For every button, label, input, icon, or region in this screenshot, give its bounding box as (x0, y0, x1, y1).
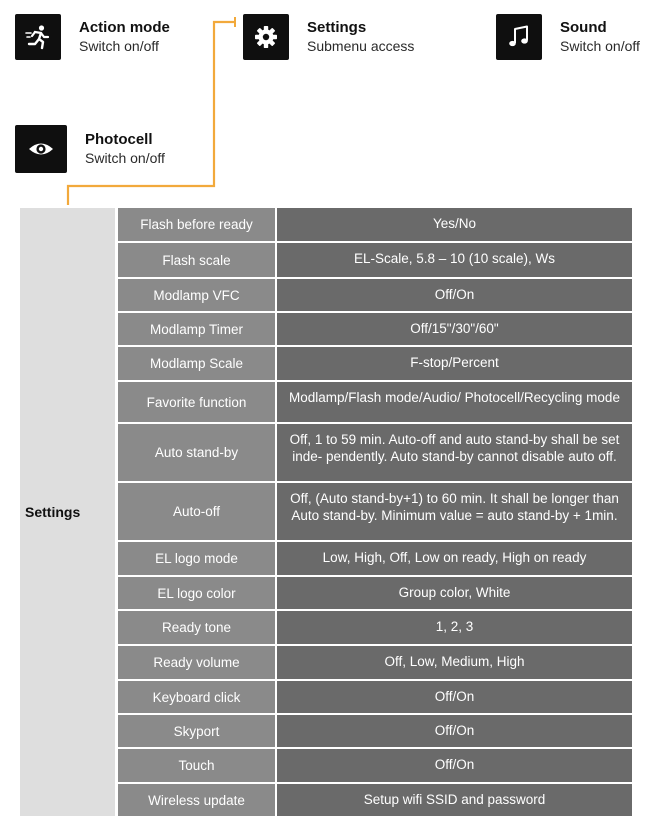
feature-action-mode (15, 14, 170, 60)
setting-name: Modlamp VFC (115, 277, 277, 311)
setting-value: EL-Scale, 5.8 – 10 (10 scale), Ws (277, 241, 632, 277)
setting-value: Modlamp/Flash mode/Audio/ Photocell/Recycling mode (277, 380, 632, 422)
music-note-icon (496, 14, 542, 60)
setting-name: Touch (115, 747, 277, 782)
setting-name: Modlamp Timer (115, 311, 277, 345)
running-person-icon (15, 14, 61, 60)
setting-name: Flash scale (115, 241, 277, 277)
feature-settings (243, 14, 414, 60)
setting-name: Auto-off (115, 481, 277, 540)
feature-subtitle: Switch on/off (560, 37, 640, 54)
feature-subtitle: Submenu access (307, 37, 415, 54)
feature-title: Action mode (79, 18, 170, 36)
setting-value: Group color, White (277, 575, 632, 609)
setting-value: Off/On (277, 679, 632, 713)
setting-name: Modlamp Scale (115, 345, 277, 380)
setting-value: Setup wifi SSID and password (277, 782, 632, 816)
setting-value: Off/On (277, 713, 632, 747)
feature-subtitle: Switch on/off (79, 37, 159, 54)
setting-name: Ready tone (115, 609, 277, 644)
setting-name: Ready volume (115, 644, 277, 679)
setting-value: Off/On (277, 747, 632, 782)
feature-photocell (15, 125, 165, 173)
setting-value: Low, High, Off, Low on ready, High on ready (277, 540, 632, 575)
settings-table (20, 208, 632, 816)
settings-group-label: Settings (20, 208, 115, 816)
setting-name: Skyport (115, 713, 277, 747)
setting-name: Favorite function (115, 380, 277, 422)
setting-value: 1, 2, 3 (277, 609, 632, 644)
setting-name: EL logo mode (115, 540, 277, 575)
feature-subtitle: Switch on/off (85, 149, 165, 166)
setting-value: Off, (Auto stand-by+1) to 60 min. It shall be longer than Auto stand-by. Minimum value = auto stand-by + 1min. (277, 481, 632, 540)
setting-value: Yes/No (277, 208, 632, 241)
setting-name: Auto stand-by (115, 422, 277, 481)
eye-icon (15, 125, 67, 173)
feature-title: Settings (307, 18, 367, 36)
feature-sound (496, 14, 640, 60)
feature-title: Photocell (85, 130, 153, 148)
table-row (20, 208, 632, 241)
feature-title: Sound (560, 18, 607, 36)
setting-name: Keyboard click (115, 679, 277, 713)
setting-value: Off, Low, Medium, High (277, 644, 632, 679)
gear-icon (243, 14, 289, 60)
setting-name: EL logo color (115, 575, 277, 609)
setting-value: Off, 1 to 59 min. Auto-off and auto stand-by shall be set inde- pendently. Auto stand-by cannot disable auto off. (277, 422, 632, 481)
setting-name: Flash before ready (115, 208, 277, 241)
setting-value: Off/On (277, 277, 632, 311)
setting-name: Wireless update (115, 782, 277, 816)
setting-value: F-stop/Percent (277, 345, 632, 380)
setting-value: Off/15"/30"/60" (277, 311, 632, 345)
